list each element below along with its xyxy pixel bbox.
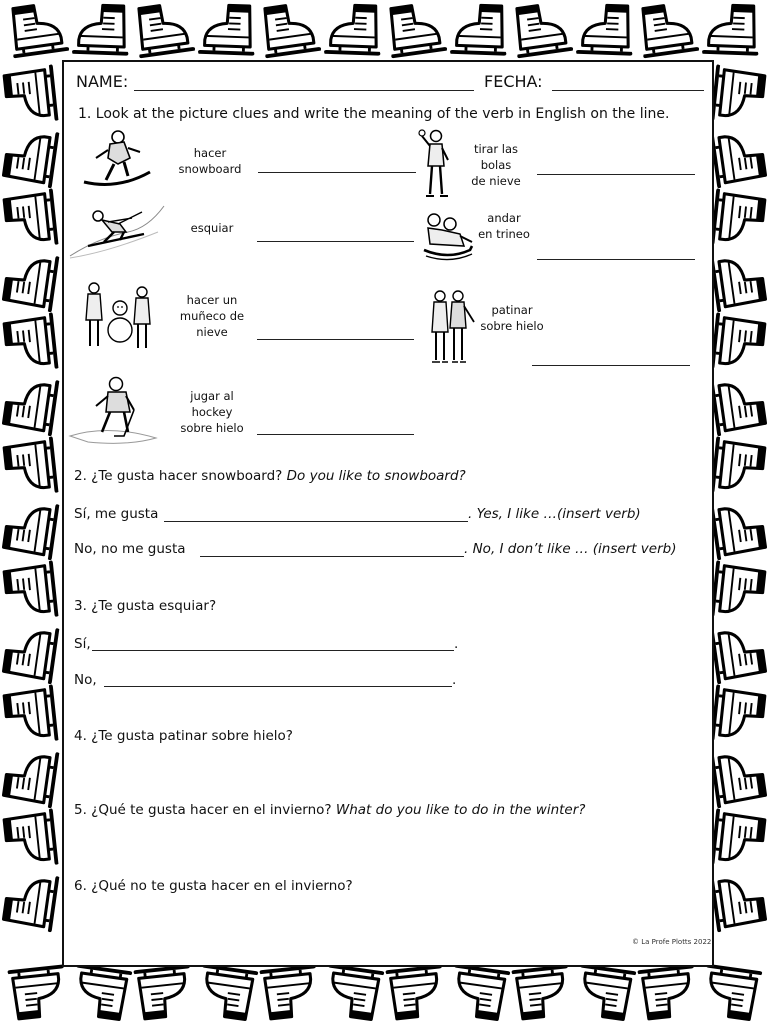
ice-skate-icon <box>70 964 133 1021</box>
ice-skate-icon <box>710 64 765 125</box>
answer-line-esquiar[interactable] <box>257 241 414 242</box>
ice-skate-icon <box>3 374 60 437</box>
q2-no-answer-line[interactable] <box>200 556 464 557</box>
verb-text: hacer un muñeco de nieve <box>179 293 245 339</box>
q5-question <box>74 802 585 818</box>
ice-skate-icon <box>259 964 320 1019</box>
q2-no-suffix <box>464 541 677 557</box>
q3-question: 3. ¿Te gusta esquiar? <box>74 598 217 614</box>
ice-skate-icon <box>637 2 700 59</box>
ice-skate-icon <box>637 964 698 1019</box>
ice-skate-icon <box>7 964 68 1019</box>
ice-skate-icon <box>385 964 446 1019</box>
ice-skate-icon <box>196 964 259 1021</box>
ice-skate-icon <box>259 2 322 59</box>
ice-skate-icon <box>3 64 58 125</box>
ice-skate-icon <box>198 4 256 55</box>
q3-no-answer-line[interactable] <box>104 686 452 687</box>
snowboarder-icon <box>80 128 154 192</box>
ice-skate-icon <box>576 4 634 55</box>
ice-skate-icon <box>3 684 58 745</box>
verb-label-esquiar <box>166 220 258 236</box>
verb-text: patinar sobre hielo <box>480 303 544 333</box>
ice-skate-icon <box>710 808 765 869</box>
q3-no-end: . <box>452 672 457 688</box>
verb-label-patinar <box>466 302 558 334</box>
ice-skate-icon <box>710 746 767 809</box>
ice-skate-icon <box>3 808 58 869</box>
date-label: FECHA: <box>484 72 543 91</box>
ice-skate-icon <box>3 622 60 685</box>
q2-no-prefix: No, no me gusta <box>74 541 186 557</box>
answer-line-patinar[interactable] <box>532 365 690 366</box>
verb-label-snowball <box>450 141 542 189</box>
q2-yes-suffix-text: . Yes, I like …(insert verb) <box>468 506 641 522</box>
q1-instruction: 1. Look at the picture clues and write the meaning of the verb in English on the line. <box>78 106 670 122</box>
ice-skate-icon <box>710 188 765 249</box>
verb-text: esquiar <box>190 221 234 235</box>
q3-yes-end: . <box>454 636 459 652</box>
ice-skate-icon <box>324 4 382 55</box>
ice-skate-icon <box>3 870 60 933</box>
ice-skate-icon <box>710 684 765 745</box>
copyright: © La Profe Plotts 2022 <box>632 938 712 946</box>
q2-no-suffix-text: . No, I don’t like … (insert verb) <box>464 541 677 557</box>
answer-line-hockey[interactable] <box>257 434 414 435</box>
verb-label-snowboard <box>164 145 256 177</box>
ice-skate-icon <box>7 2 70 59</box>
ice-skate-icon <box>3 436 58 497</box>
ice-skate-icon <box>710 622 767 685</box>
q2-yes-suffix <box>468 506 641 522</box>
q6-question: 6. ¿Qué no te gusta hacer en el invierno? <box>74 878 353 894</box>
ice-skate-icon <box>710 870 767 933</box>
verb-text: tirar las bolas de nieve <box>471 142 521 188</box>
verb-label-snowman <box>166 292 258 340</box>
q2-yes-answer-line[interactable] <box>164 521 468 522</box>
q2-yes-prefix: Sí, me gusta <box>74 506 159 522</box>
verb-label-hockey <box>166 388 258 436</box>
ice-skate-icon <box>710 126 767 189</box>
verb-text: andar en trineo <box>478 211 530 241</box>
name-field[interactable] <box>134 90 474 91</box>
ice-skate-icon <box>450 4 508 55</box>
answer-line-snowball[interactable] <box>537 174 695 175</box>
verb-label-trineo <box>458 210 550 242</box>
ice-skate-icon <box>702 4 760 55</box>
q5-question-es: 5. ¿Qué te gusta hacer en el invierno? <box>74 802 332 818</box>
ice-skate-icon <box>385 2 448 59</box>
ice-skate-icon <box>322 964 385 1021</box>
q3-yes-prefix: Sí, <box>74 636 91 652</box>
snowman-icon <box>84 278 154 352</box>
answer-line-snowman[interactable] <box>257 339 414 340</box>
q2-question-es: 2. ¿Te gusta hacer snowboard? <box>74 468 283 484</box>
ice-skate-icon <box>3 250 60 313</box>
answer-line-trineo[interactable] <box>537 259 695 260</box>
ice-skate-icon <box>3 746 60 809</box>
q4-question: 4. ¿Te gusta patinar sobre hielo? <box>74 728 293 744</box>
ice-skate-icon <box>710 498 767 561</box>
name-label: NAME: <box>76 72 129 91</box>
ice-skate-icon <box>3 126 60 189</box>
ice-skate-icon <box>133 2 196 59</box>
ice-skate-icon <box>710 250 767 313</box>
ice-skate-icon <box>700 964 763 1021</box>
snowball-thrower-icon <box>418 128 454 200</box>
ice-skate-icon <box>710 560 765 621</box>
ice-skate-icon <box>710 374 767 437</box>
skier-icon <box>68 198 168 262</box>
ice-skate-icon <box>3 312 58 373</box>
q2-question-en: Do you like to snowboard? <box>286 468 466 484</box>
ice-skate-icon <box>574 964 637 1021</box>
verb-text: jugar al hockey sobre hielo <box>180 389 244 435</box>
q2-question <box>74 468 466 484</box>
ice-skate-icon <box>710 436 765 497</box>
ice-skate-icon <box>448 964 511 1021</box>
ice-skate-icon <box>710 312 765 373</box>
ice-skate-icon <box>511 964 572 1019</box>
ice-skate-icon <box>133 964 194 1019</box>
date-field[interactable] <box>552 90 704 91</box>
verb-text: hacer snowboard <box>178 146 242 176</box>
q5-question-en: What do you like to do in the winter? <box>335 802 586 818</box>
ice-skate-icon <box>3 560 58 621</box>
q3-no-prefix: No, <box>74 672 97 688</box>
ice-skate-icon <box>72 4 130 55</box>
q3-yes-answer-line[interactable] <box>92 650 454 651</box>
ice-skate-icon <box>511 2 574 59</box>
hockey-player-icon <box>68 374 160 446</box>
ice-skate-icon <box>3 498 60 561</box>
ice-skate-icon <box>3 188 58 249</box>
answer-line-snowboard[interactable] <box>258 172 416 173</box>
